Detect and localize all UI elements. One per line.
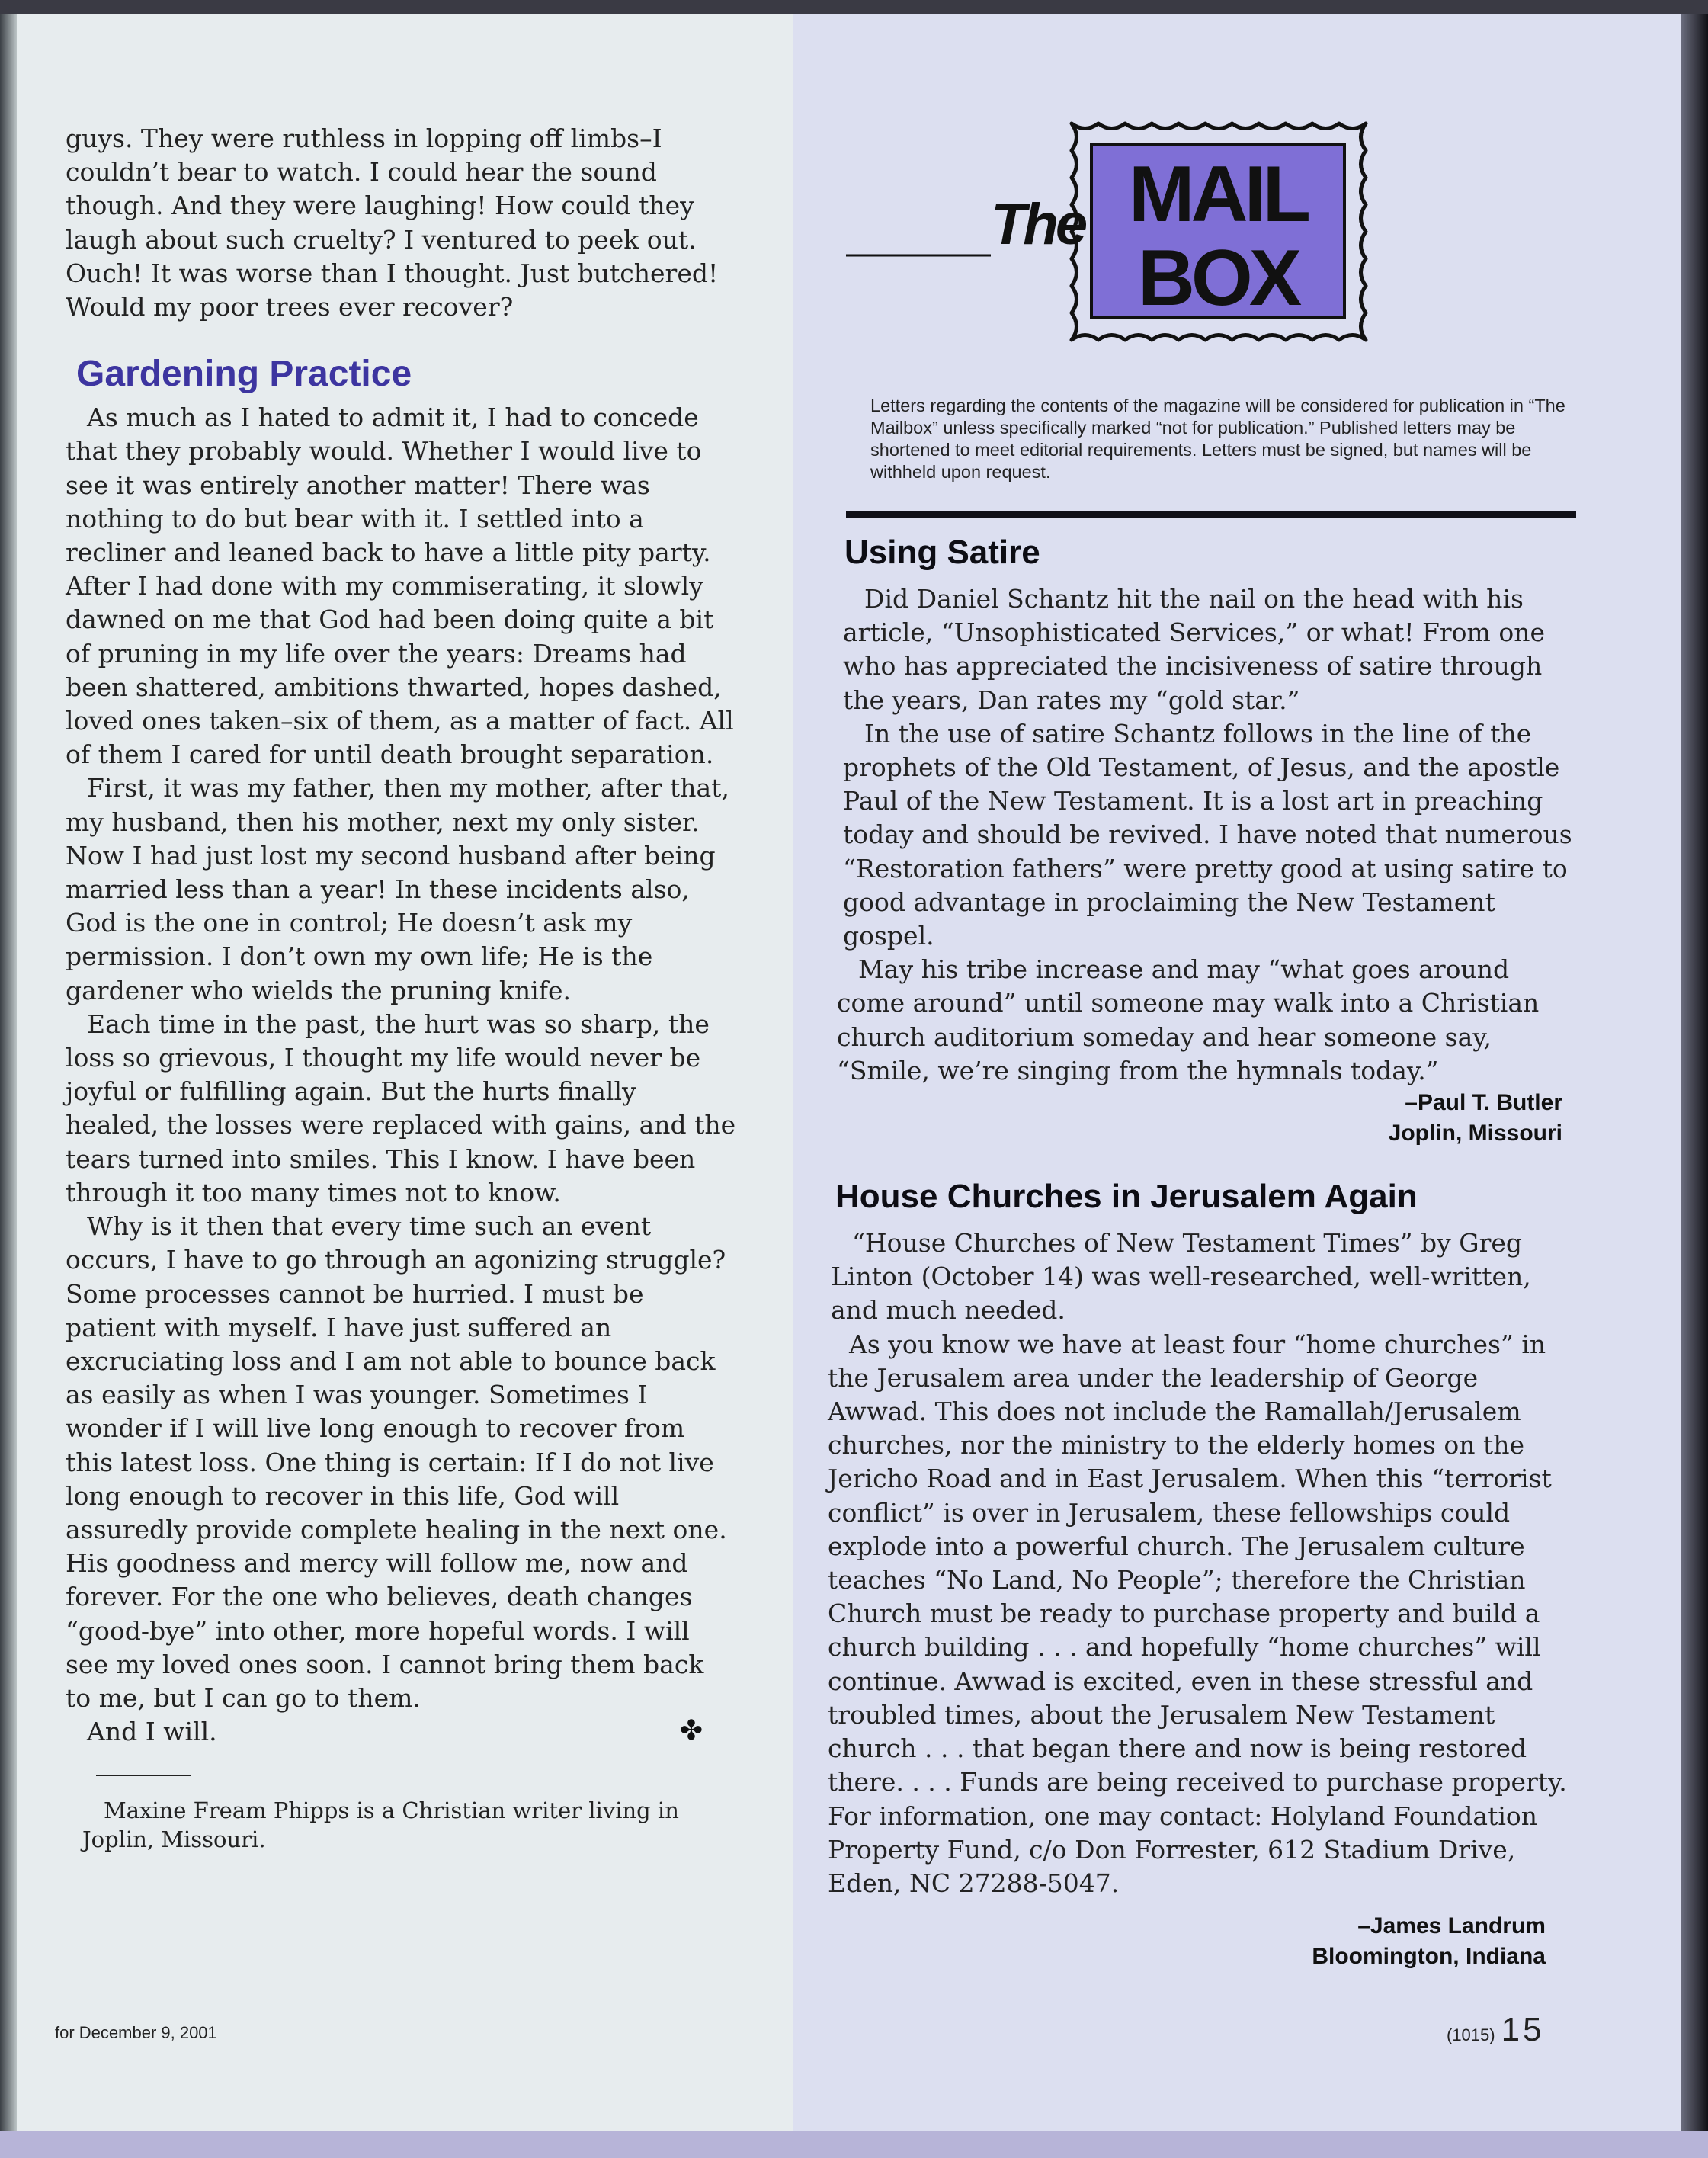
article-paragraph: First, it was my father, then my mother, after that, my husband, then his mother, next my only sister. Now I had just lost my second husband after being married less than a year! In these incidents also, God is the one in control; He doesn’t ask my permission. I don’t own my own life; He is the gardener who wields the pruning knife. xyxy=(66,773,729,1005)
letter-house-churches xyxy=(822,1178,1576,1972)
article-closing-row xyxy=(66,1715,736,1749)
issue-number: (1015) xyxy=(1447,2025,1495,2044)
letter-author: –Paul T. Butler xyxy=(1405,1090,1562,1116)
page-folio xyxy=(1447,2011,1545,2049)
letter-paragraph: May his tribe increase and may “what goes around come around” until someone may walk into a Christian church auditorium someday and hear someone say, “Smile, we’re singing from the hymnals today.” xyxy=(837,954,1540,1085)
article-subheading: Gardening Practice xyxy=(76,354,412,395)
letter-heading: House Churches in Jerusalem Again xyxy=(835,1178,1418,1216)
article-paragraph: Each time in the past, the hurt was so sharp, the loss so grievous, I thought my life would never be joyful or fulfilling again. But the hurts finally healed, the losses were replaced with gains, and the tears turned into smiles. This I know. I have been through it too many times not to know. xyxy=(66,1008,736,1207)
letter-author: –James Landrum xyxy=(1357,1913,1546,1939)
letter-paragraph: As you know we have at least four “home churches” in the Jerusalem area under the leadership of George Awwad. This does not include the Ramallah/Jerusalem churches, nor the ministry to the elderly homes on the Jericho Road and in East Jerusalem. When this “terrorist conflict” is over in Jerusalem, these fellowships could explode into a powerful church. The Jerusalem culture teaches “No Land, No People”; therefore the Christian Church must be ready to purchase property and build a church building . . . and hopefully “home churches” will continue. Awwad is excited, even in these stressful and troubled times, about the Jerusalem New Testament church . . . that began there and now is being restored there. . . . Funds are being received to purchase property. For information, one may contact: Holyland Foundation Property Fund, c/o Don Forrester, 612 Stadium Drive, Eden, NC 27288-5047. xyxy=(828,1329,1567,1898)
letter-location: Joplin, Missouri xyxy=(1388,1121,1562,1146)
logo-box-text: BOX xyxy=(1137,234,1299,322)
mailbox-section-rule xyxy=(846,511,1576,518)
article-opening-paragraph: guys. They were ruthless in lopping off limbs–I couldn’t bear to watch. I could hear the sound though. And they were laughing! How could they laugh about such cruelty? I ventured to peek out. Ouch! It was worse than I thought. Just butchered! Would my poor trees ever recover? xyxy=(66,123,719,322)
article-closing-line: And I will. xyxy=(87,1717,217,1747)
page-gutter-shadow xyxy=(0,14,17,2144)
letter-using-satire xyxy=(822,534,1576,1149)
letter-paragraph: “House Churches of New Testament Times” by Greg Linton (October 14) was well-researched, well-written, and much needed. xyxy=(831,1228,1531,1326)
left-article-column xyxy=(66,122,736,1854)
logo-the-text: The xyxy=(991,192,1085,257)
issue-date-footer: for December 9, 2001 xyxy=(55,2023,217,2042)
article-paragraph: Why is it then that every time such an event occurs, I have to go through an agonizing struggle? Some processes cannot be hurried. I must be patient with myself. I have just suffered an excruciating loss and I am not able to bounce back as easily as when I was younger. Sometimes I wonder if I will live long enough to recover from this latest loss. One thing is certain: If I do not live long enough to recover in this life, God will assuredly provide complete healing in the next one. His goodness and mercy will follow me, now and forever. For the one who believes, death changes “good-bye” into other, more hopeful words. I will see my loved ones soon. I cannot bring them back to me, but I can go to them. xyxy=(66,1211,727,1713)
page-number: 15 xyxy=(1501,2011,1545,2048)
mailbox-logo xyxy=(846,114,1578,366)
mailbox-policy-note: Letters regarding the contents of the magazine will be considered for publication in “The Mailbox” unless specifically marked “not for publication.” Published letters may be shortened to meet editorial requirements. Letters must be signed, but names will be withheld upon request. xyxy=(870,396,1565,482)
letter-paragraph: In the use of satire Schantz follows in the line of the prophets of the Old Testament, of Jesus, and the apostle Paul of the New Testament. It is a lost art in preaching today and should be revived. I have noted that numerous “Restoration fathers” were pretty good at using satire to good advantage in proclaiming the New Testament gospel. xyxy=(843,718,1572,951)
author-bio-footnote: Maxine Fream Phipps is a Christian writer living in Joplin, Missouri. xyxy=(82,1797,679,1853)
logo-mail-text: MAIL xyxy=(1128,150,1308,239)
letter-paragraph: Did Daniel Schantz hit the nail on the head with his article, “Unsophisticated Services,” or what! From one who has appreciated the incisiveness of satire through the years, Dan rates my “gold star.” xyxy=(843,584,1545,715)
article-paragraph: As much as I hated to admit it, I had to concede that they probably would. Whether I would live to see it was entirely another matter! There was nothing to do but bear with it. I settled into a recliner and leaned back to have a little pity party. After I had done with my commiserating, it slowly dawned on me that God had been doing quite a bit of pruning in my life over the years: Dreams had been shattered, ambitions thwarted, hopes dashed, loved ones taken–six of them, as a matter of fact. All of them I cared for until death brought separation. xyxy=(66,402,734,770)
end-of-article-icon: ✤ xyxy=(679,1715,703,1747)
page-bottom-strip xyxy=(0,2131,1708,2158)
footnote-divider xyxy=(96,1775,191,1776)
page-edge-shadow xyxy=(1681,14,1708,2158)
letter-heading: Using Satire xyxy=(844,534,1040,571)
letters-column xyxy=(822,534,1576,1972)
letter-location: Bloomington, Indiana xyxy=(1312,1944,1546,1970)
